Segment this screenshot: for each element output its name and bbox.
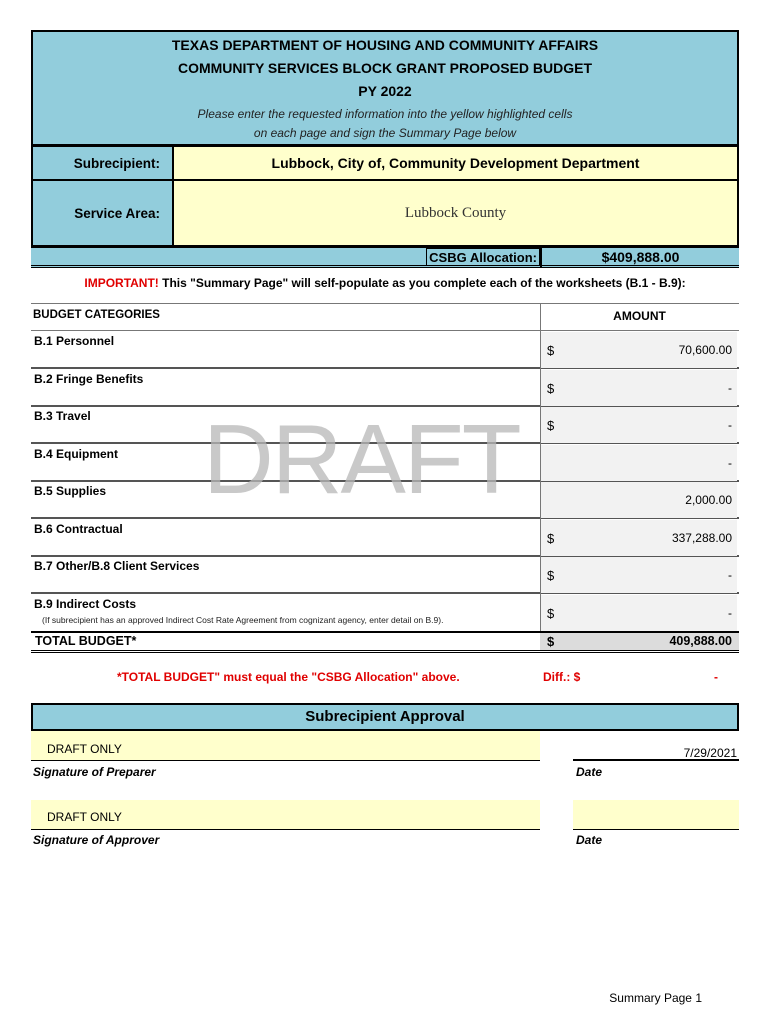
title-line-1: TEXAS DEPARTMENT OF HOUSING AND COMMUNITY AFFAIRS <box>171 37 599 53</box>
row-amount: 337,288.00 <box>671 531 732 545</box>
title-line-2: COMMUNITY SERVICES BLOCK GRANT PROPOSED BUDGET <box>177 60 593 76</box>
row-label: B.2 Fringe Benefits <box>34 372 144 386</box>
amount-cell <box>541 557 737 593</box>
allocation-label: CSBG Allocation: <box>426 248 540 266</box>
amount-header: AMOUNT <box>613 309 666 323</box>
important-prefix: IMPORTANT! <box>84 276 159 290</box>
row-label: B.9 Indirect Costs <box>34 597 137 611</box>
row-amount: 2,000.00 <box>685 493 732 507</box>
budget-categories-header: BUDGET CATEGORIES <box>33 309 160 321</box>
diff-label: Diff.: $ <box>543 670 581 684</box>
amount-cell <box>541 370 737 406</box>
instruction-line-2: on each page and sign the Summary Page below <box>253 126 517 140</box>
service-area-field[interactable]: Lubbock County <box>172 179 739 247</box>
row-label: B.6 Contractual <box>34 522 123 536</box>
row-amount: - <box>728 381 732 395</box>
row-amount: - <box>728 418 732 432</box>
currency-sign: $ <box>547 531 555 546</box>
row-amount: - <box>728 456 732 470</box>
row-label: B.3 Travel <box>34 409 91 423</box>
currency-sign: $ <box>547 343 555 358</box>
draft-watermark: DRAFT <box>203 404 520 514</box>
approval-title: Subrecipient Approval <box>31 703 739 731</box>
preparer-date-caption: Date <box>576 765 603 779</box>
currency-sign: $ <box>547 381 555 396</box>
title-line-3: PY 2022 <box>358 83 412 99</box>
diff-value: - <box>714 670 718 684</box>
approver-date-caption: Date <box>576 833 603 847</box>
allocation-value: $409,888.00 <box>540 246 739 268</box>
important-notice <box>0 276 770 290</box>
approver-signature-value: DRAFT ONLY <box>47 810 122 824</box>
row-label: B.5 Supplies <box>34 484 107 498</box>
currency-sign: $ <box>547 568 555 583</box>
row-label: B.7 Other/B.8 Client Services <box>34 559 200 573</box>
total-currency: $ <box>547 634 555 649</box>
approver-caption: Signature of Approver <box>33 833 160 847</box>
column-divider <box>540 303 541 651</box>
preparer-caption: Signature of Preparer <box>33 765 156 779</box>
subrecipient-field[interactable]: Lubbock, City of, Community Development Department <box>172 145 739 181</box>
total-budget-note: *TOTAL BUDGET" must equal the "CSBG Allocation" above. <box>117 670 460 684</box>
total-label: TOTAL BUDGET* <box>35 634 137 648</box>
preparer-date-value: 7/29/2021 <box>683 746 737 760</box>
row-label: B.4 Equipment <box>34 447 119 461</box>
row-amount: - <box>728 606 732 620</box>
important-text: This "Summary Page" will self-populate as you complete each of the worksheets (B.1 - B.9): <box>158 276 686 290</box>
row-amount: - <box>728 568 732 582</box>
preparer-signature-value: DRAFT ONLY <box>47 742 122 756</box>
row-label: B.1 Personnel <box>34 334 115 348</box>
currency-sign: $ <box>547 606 555 621</box>
approver-date-field[interactable] <box>573 800 739 830</box>
form-header <box>31 30 739 146</box>
amount-cell <box>541 445 737 481</box>
total-amount: 409,888.00 <box>669 634 732 648</box>
row-amount: 70,600.00 <box>678 343 732 357</box>
instruction-line-1: Please enter the requested information into the yellow highlighted cells <box>197 107 573 121</box>
amount-cell <box>541 407 737 443</box>
subrecipient-label: Subrecipient: <box>31 145 174 181</box>
service-area-label: Service Area: <box>31 179 174 247</box>
amount-cell <box>541 595 737 631</box>
page-footer: Summary Page 1 <box>609 991 702 1005</box>
currency-sign: $ <box>547 418 555 433</box>
indirect-note: (If subrecipient has an approved Indirect Cost Rate Agreement from cognizant agency, enter detail on B.9). <box>42 615 444 625</box>
